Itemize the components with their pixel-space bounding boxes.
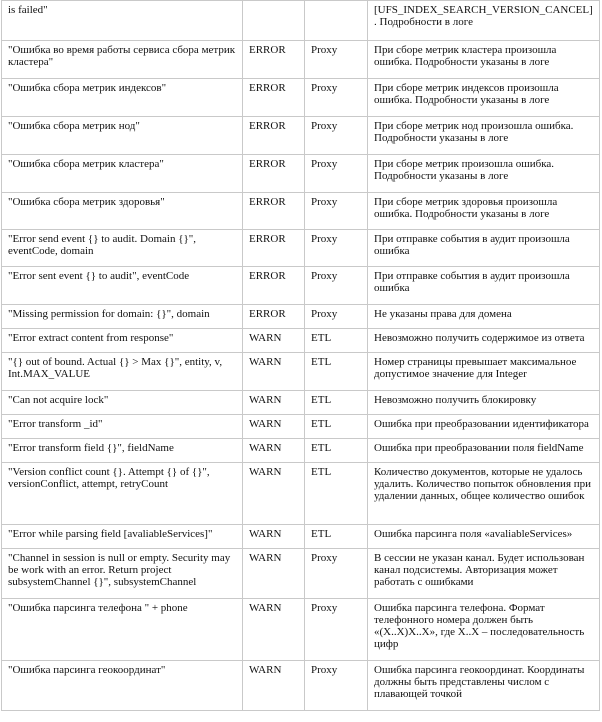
description-cell: В сессии не указан канал. Будет использован канал подсистемы. Авторизация может работать с ошибками [368, 549, 600, 599]
description-cell: Ошибка парсинга поля «avaliableServices» [368, 525, 600, 549]
source-cell: ETL [305, 463, 368, 525]
description-cell: Ошибка при преобразовании поля fieldName [368, 439, 600, 463]
level-cell: WARN [243, 661, 305, 711]
level-cell: WARN [243, 415, 305, 439]
source-cell: ETL [305, 329, 368, 353]
description-cell: При отправке события в аудит произошла ошибка [368, 230, 600, 267]
source-cell: ETL [305, 415, 368, 439]
source-cell [305, 1, 368, 41]
description-cell: [UFS_INDEX_SEARCH_VERSION_CANCEL]. Подробности в логе [368, 1, 600, 41]
source-cell: ETL [305, 525, 368, 549]
level-cell: ERROR [243, 305, 305, 329]
message-cell: "Error extract content from response" [2, 329, 243, 353]
level-cell: WARN [243, 353, 305, 391]
message-cell: "Ошибка парсинга геокоординат" [2, 661, 243, 711]
description-cell: При сборе метрик здоровья произошла ошибка. Подробности указаны в логе [368, 193, 600, 230]
table-row [2, 117, 600, 155]
message-cell: "{} out of bound. Actual {} > Max {}", entity, v, Int.MAX_VALUE [2, 353, 243, 391]
level-cell: WARN [243, 329, 305, 353]
description-cell: Номер страницы превышает максимальное допустимое значение для Integer [368, 353, 600, 391]
source-cell: Proxy [305, 305, 368, 329]
table-row [2, 41, 600, 79]
description-cell: Не указаны права для домена [368, 305, 600, 329]
source-cell: Proxy [305, 599, 368, 661]
message-cell: "Error transform _id" [2, 415, 243, 439]
source-cell: Proxy [305, 549, 368, 599]
level-cell: WARN [243, 463, 305, 525]
message-cell: "Ошибка парсинга телефона " + phone [2, 599, 243, 661]
source-cell: Proxy [305, 661, 368, 711]
message-cell: "Ошибка сбора метрик нод" [2, 117, 243, 155]
level-cell: WARN [243, 599, 305, 661]
table-row [2, 193, 600, 230]
description-cell: Ошибка парсинга геокоординат. Координаты должны быть представлены числом с плавающей точкой [368, 661, 600, 711]
level-cell: ERROR [243, 79, 305, 117]
message-cell: "Can not acquire lock" [2, 391, 243, 415]
table-row [2, 599, 600, 661]
source-cell: Proxy [305, 155, 368, 193]
level-cell [243, 1, 305, 41]
message-cell: "Error send event {} to audit. Domain {}", eventCode, domain [2, 230, 243, 267]
message-cell: "Missing permission for domain: {}", domain [2, 305, 243, 329]
table-row [2, 353, 600, 391]
source-cell: Proxy [305, 230, 368, 267]
message-cell: "Ошибка во время работы сервиса сбора метрик кластера" [2, 41, 243, 79]
level-cell: ERROR [243, 117, 305, 155]
table-row [2, 155, 600, 193]
source-cell: Proxy [305, 117, 368, 155]
level-cell: WARN [243, 439, 305, 463]
message-cell: is failed" [2, 1, 243, 41]
table-row [2, 329, 600, 353]
description-cell: При отправке события в аудит произошла ошибка [368, 267, 600, 305]
source-cell: ETL [305, 439, 368, 463]
source-cell: Proxy [305, 79, 368, 117]
level-cell: ERROR [243, 267, 305, 305]
table-row [2, 549, 600, 599]
table-row [2, 525, 600, 549]
log-messages-table [1, 0, 600, 711]
table-row [2, 463, 600, 525]
table-row [2, 1, 600, 41]
description-cell: При сборе метрик нод произошла ошибка. Подробности указаны в логе [368, 117, 600, 155]
source-cell: Proxy [305, 41, 368, 79]
description-cell: Ошибка парсинга телефона. Формат телефонного номера должен быть «(X..X)X..X», где X..X – последовательность цифр [368, 599, 600, 661]
source-cell: Proxy [305, 193, 368, 230]
table-row [2, 230, 600, 267]
level-cell: WARN [243, 549, 305, 599]
source-cell: ETL [305, 353, 368, 391]
level-cell: ERROR [243, 41, 305, 79]
source-cell: ETL [305, 391, 368, 415]
table-row [2, 391, 600, 415]
description-cell: Невозможно получить блокировку [368, 391, 600, 415]
table-row [2, 415, 600, 439]
message-cell: "Error while parsing field [avaliableServices]" [2, 525, 243, 549]
description-cell: При сборе метрик индексов произошла ошибка. Подробности указаны в логе [368, 79, 600, 117]
description-cell: При сборе метрик произошла ошибка. Подробности указаны в логе [368, 155, 600, 193]
table-row [2, 305, 600, 329]
level-cell: ERROR [243, 230, 305, 267]
message-cell: "Version conflict count {}. Attempt {} of {}", versionConflict, attempt, retryCount [2, 463, 243, 525]
message-cell: "Ошибка сбора метрик кластера" [2, 155, 243, 193]
description-cell: Невозможно получить содержимое из ответа [368, 329, 600, 353]
description-cell: Количество документов, которые не удалось удалить. Количество попыток обновления при удалении данных, общее количество ошибок [368, 463, 600, 525]
level-cell: ERROR [243, 193, 305, 230]
message-cell: "Error transform field {}", fieldName [2, 439, 243, 463]
level-cell: WARN [243, 391, 305, 415]
message-cell: "Error sent event {} to audit", eventCode [2, 267, 243, 305]
description-cell: При сборе метрик кластера произошла ошибка. Подробности указаны в логе [368, 41, 600, 79]
table-row [2, 661, 600, 711]
table-row [2, 79, 600, 117]
message-cell: "Channel in session is null or empty. Security may be work with an error. Return project subsystemChannel {}", subsystemChannel [2, 549, 243, 599]
level-cell: WARN [243, 525, 305, 549]
table-row [2, 267, 600, 305]
level-cell: ERROR [243, 155, 305, 193]
description-cell: Ошибка при преобразовании идентификатора [368, 415, 600, 439]
table-row [2, 439, 600, 463]
message-cell: "Ошибка сбора метрик здоровья" [2, 193, 243, 230]
message-cell: "Ошибка сбора метрик индексов" [2, 79, 243, 117]
source-cell: Proxy [305, 267, 368, 305]
